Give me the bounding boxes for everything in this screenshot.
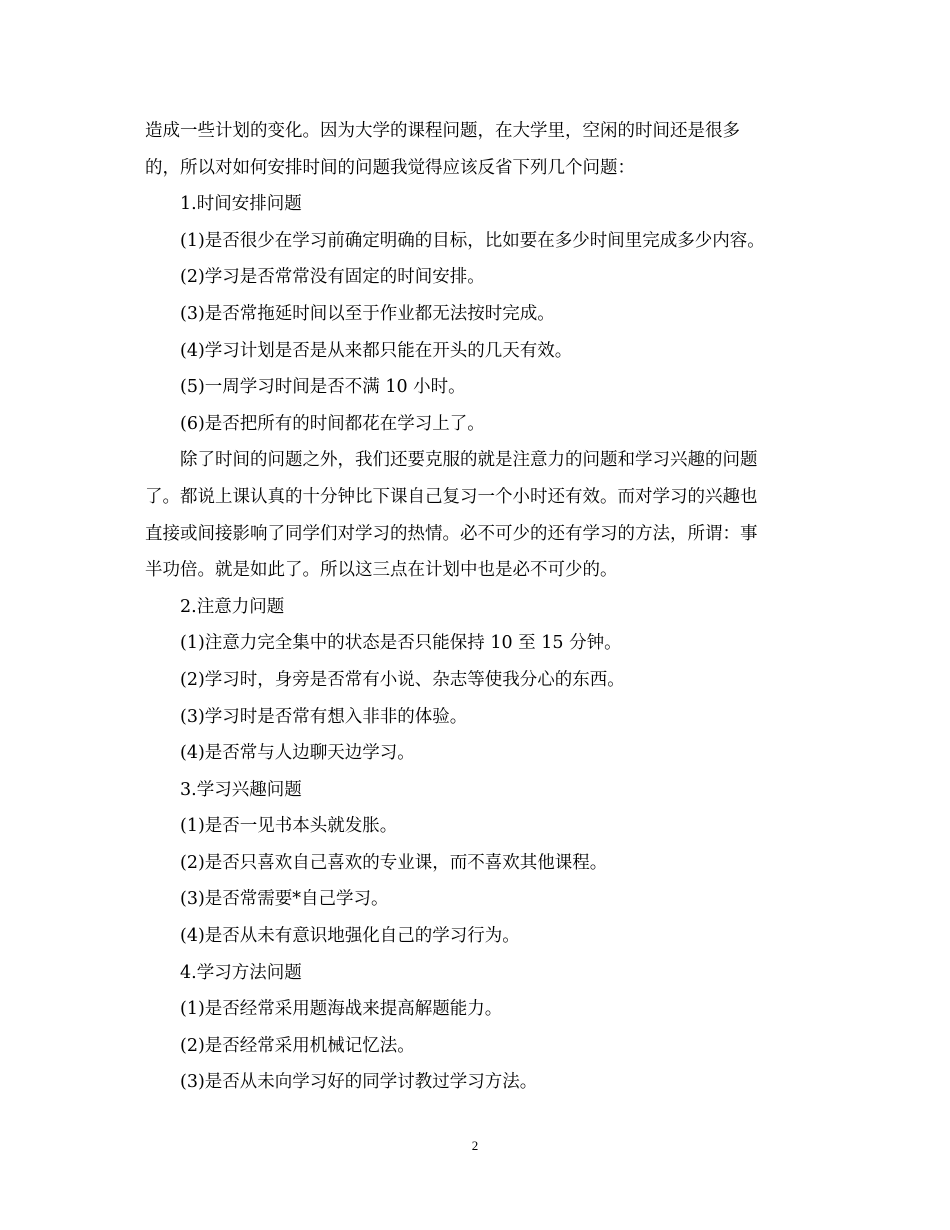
list-item: (1)是否很少在学习前确定明确的目标，比如要在多少时间里完成多少内容。	[180, 230, 765, 251]
list-item: (3)是否常需要*自己学习。	[180, 889, 389, 910]
list-item: (1)是否一见书本头就发胀。	[180, 816, 398, 837]
list-item: (2)是否经常采用机械记忆法。	[180, 1035, 415, 1056]
section-heading: 4.学习方法问题	[180, 962, 302, 983]
list-item: (2)学习是否常常没有固定的时间安排。	[180, 267, 485, 288]
text-line: 的，所以对如何安排时间的问题我觉得应该反省下列几个问题：	[145, 157, 635, 178]
paragraph-line: 直接或间接影响了同学们对学习的热情。必不可少的还有学习的方法，所谓：事	[145, 523, 758, 544]
document-body	[145, 113, 807, 1101]
page-number: 2	[471, 1138, 479, 1153]
list-item: (1)是否经常采用题海战来提高解题能力。	[180, 999, 503, 1020]
list-item: (1)注意力完全集中的状态是否只能保持 10 至 15 分钟。	[180, 633, 622, 654]
list-item: (3)学习时是否常有想入非非的体验。	[180, 706, 468, 727]
paragraph-line: 半功倍。就是如此了。所以这三点在计划中也是必不可少的。	[145, 560, 618, 581]
list-item: (2)是否只喜欢自己喜欢的专业课，而不喜欢其他课程。	[180, 852, 608, 873]
list-item: (4)学习计划是否是从来都只能在开头的几天有效。	[180, 340, 573, 361]
paragraph-line: 了。都说上课认真的十分钟比下课自己复习一个小时还有效。而对学习的兴趣也	[145, 486, 758, 507]
list-item: (6)是否把所有的时间都花在学习上了。	[180, 413, 485, 434]
section-heading: 2.注意力问题	[180, 596, 285, 617]
list-item: (3)是否常拖延时间以至于作业都无法按时完成。	[180, 303, 555, 324]
list-item: (4)是否从未有意识地强化自己的学习行为。	[180, 926, 520, 947]
section-heading: 1.时间安排问题	[180, 194, 302, 215]
list-item: (5)一周学习时间是否不满 10 小时。	[180, 377, 466, 398]
list-item: (4)是否常与人边聊天边学习。	[180, 743, 415, 764]
section-heading: 3.学习兴趣问题	[180, 779, 302, 800]
list-item: (3)是否从未向学习好的同学讨教过学习方法。	[180, 1072, 538, 1093]
paragraph-line: 除了时间的问题之外，我们还要克服的就是注意力的问题和学习兴趣的问题	[180, 450, 758, 471]
list-item: (2)学习时，身旁是否常有小说、杂志等使我分心的东西。	[180, 669, 625, 690]
text-line: 造成一些计划的变化。因为大学的课程问题，在大学里，空闲的时间还是很多	[145, 121, 740, 141]
